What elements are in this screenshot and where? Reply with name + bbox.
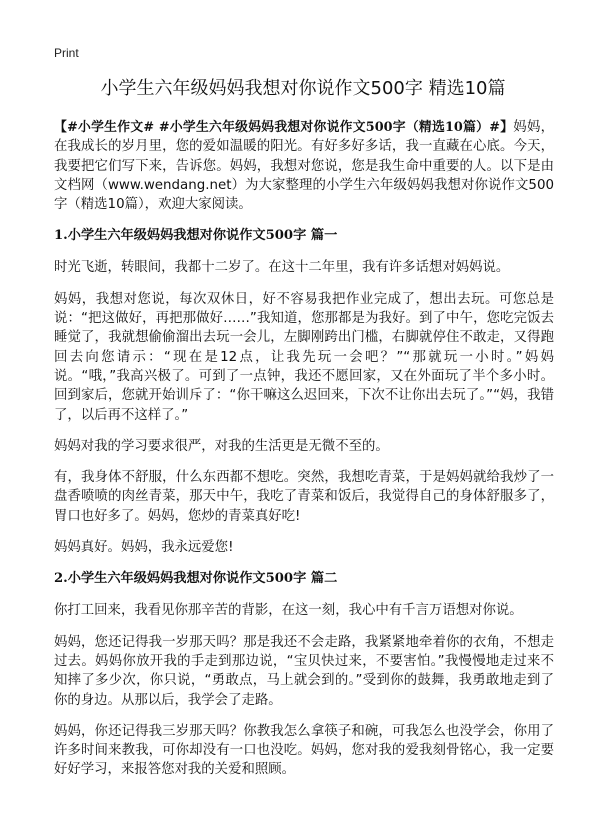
section-2-paragraph-2: 妈妈，您还记得我一岁那天吗？那是我还不会走路，我紧紧地牵着你的衣角，不想走过去。妈妈你放开我的手走到那边说，“宝贝快过来，不要害怕。”我慢慢地走过来不知摔了多少次，你只说，“勇敢点，马上就会到的。”受到你的鼓舞，我勇敢地走到了你的身边。从那以后，我学会了走路。 (54, 634, 554, 708)
section-2-paragraph-3: 妈妈，你还记得我三岁那天吗？你教我怎么拿筷子和碗，可我怎么也没学会，你用了许多时间来教我，可你却没有一口也没吃。妈妈，您对我的爱我刻骨铭心，我一定要好好学习，来报答您对我的关爱和照顾。 (54, 723, 554, 778)
intro-paragraph (54, 118, 554, 214)
intro-text: 妈妈，在我成长的岁月里，您的爱如温暖的阳光。有好多好多话，我一直藏在心底。今天，我要把它们写下来，告诉您。妈妈，我想对您说，您是我生命中重要的人。以下是由文档网（www.wendang.net）为大家整理的小学生六年级妈妈我想对你说作文500字（精选10篇），欢迎大家阅读。 (54, 120, 555, 213)
print-link[interactable]: Print (54, 46, 79, 60)
section-heading-1: 1.小学生六年级妈妈我想对你说作文500字 篇一 (54, 228, 338, 244)
page-title: 小学生六年级妈妈我想对你说作文500字 精选10篇 (100, 78, 506, 99)
section-heading-2: 2.小学生六年级妈妈我想对你说作文500字 篇二 (54, 571, 338, 587)
section-1-paragraph-1: 时光飞逝，转眼间，我都十二岁了。在这十二年里，我有许多话想对妈妈说。 (54, 260, 510, 276)
article-body (54, 118, 554, 792)
intro-tag: 【#小学生作文# #小学生六年级妈妈我想对你说作文500字（精选10篇）#】 (54, 120, 514, 135)
section-1-paragraph-4: 有，我身体不舒服，什么东西都不想吃。突然，我想吃青菜，于是妈妈就给我炒了一盘香喷喷的肉丝青菜，那天中午，我吃了青菜和饭后，我觉得自己的身体舒服多了，胃口也好多了。妈妈，您炒的青菜真好吃! (54, 470, 554, 524)
section-1-paragraph-5: 妈妈真好。妈妈，我永远爱您! (54, 540, 234, 556)
section-2-paragraph-1: 你打工回来，我看见你那辛苦的背影，在这一刻，我心中有千言万语想对你说。 (54, 603, 523, 619)
section-1-paragraph-3: 妈妈对我的学习要求很严，对我的生活更是无微不至的。 (54, 438, 389, 454)
section-1-paragraph-2: 妈妈，我想对您说，每次双休日，好不容易我把作业完成了，想出去玩。可您总是说：“把这做好，再把那做好……”我知道，您那都是为我好。到了中午，您吃完饭去睡觉了，我就想偷偷溜出去玩一会儿，左脚刚跨出门槛，右脚就停住不敢走，又得跑回去向您请示：“现在是12点，让我先玩一会吧？”“那就玩一小时。”妈妈说。“哦，”我高兴极了。可到了一点钟，我还不愿回家，又在外面玩了半个多小时。回到家后，您就开始训斥了：“你干嘛这么迟回来，下次不让你出去玩了。”“妈，我错了，以后再不这样了。” (54, 291, 554, 423)
